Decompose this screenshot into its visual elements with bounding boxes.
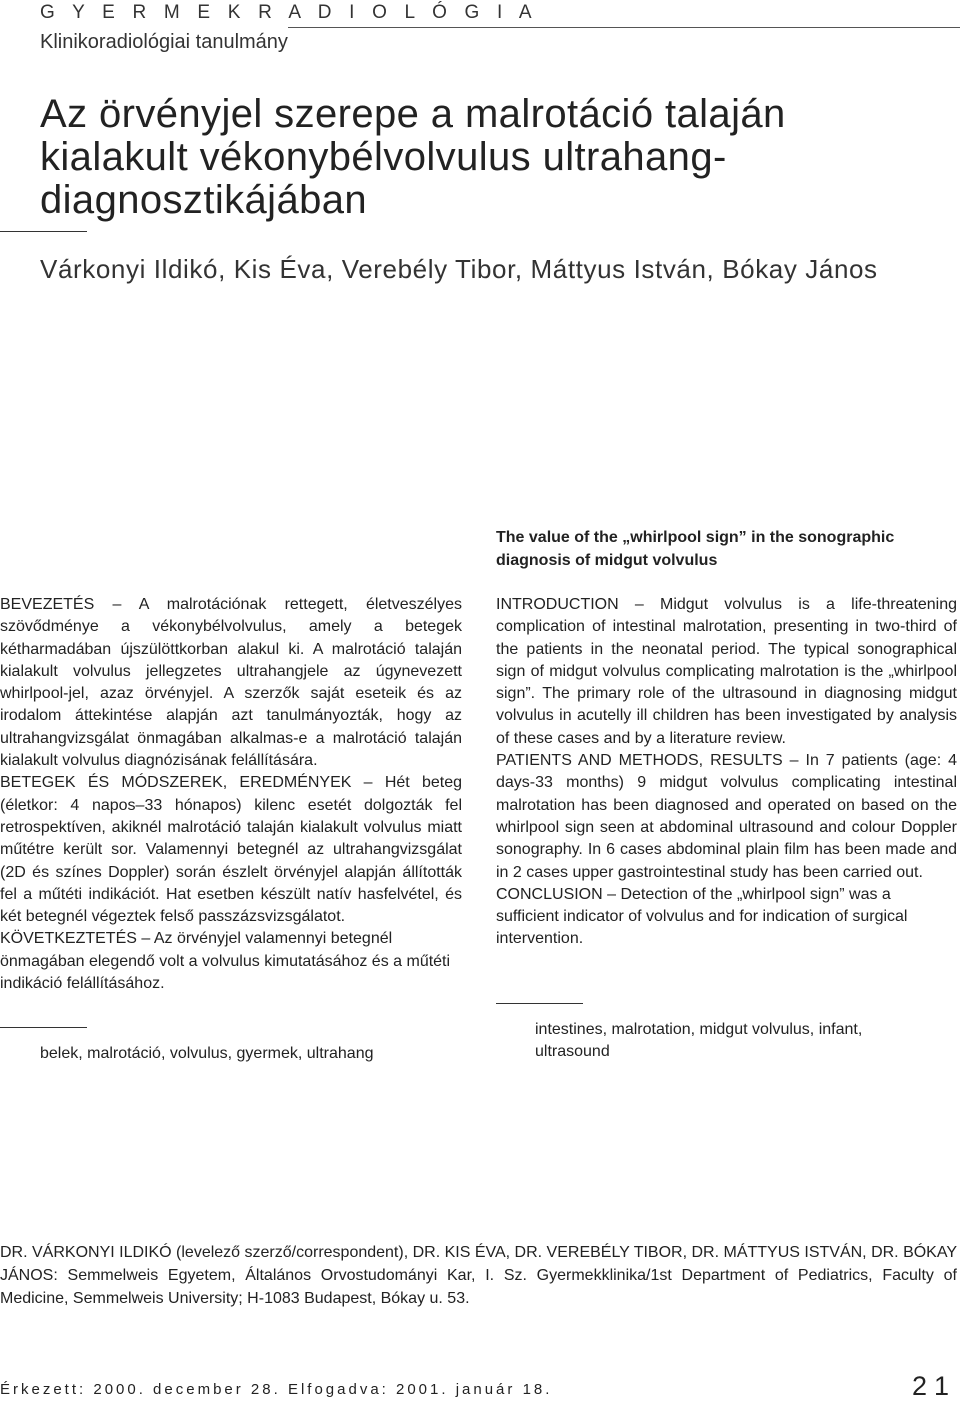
page-number: 21: [911, 1371, 956, 1401]
abstract-hu-methods: BETEGEK ÉS MÓDSZEREK, EREDMÉNYEK – Hét beteg (életkor: 4 napos–33 hónapos) kilenc esetét dolgozták fel retrospektíven, akiknél malrotáció talaján kialakult volvulus miatt műtétre került sor. Valamennyi betegnél az ultrahangvizsgálat (2D és színes Doppler) során észlelt örvényjel alapján állították fel a műtéti indikációt. Hat esetben készült natív hasfelvétel, és két betegnél végeztek felső passzázsvizsgálatot.: [0, 774, 462, 926]
abstract-en-intro: INTRODUCTION – Midgut volvulus is a life-threatening complication of intestinal malrotation, presenting in two-third of the patients in the neonatal period. The typical sonographical sign of midgut volvulus complicating malrotation is the „whirlpool sign”. The primary role of the ultrasound in diagnosing midgut volvulus in acutelly ill children has been investigated by analysis of these cases and by a literature review.: [496, 596, 957, 747]
abstract-hungarian: [0, 594, 462, 995]
english-title: The value of the „whirlpool sign” in the sonographic diagnosis of midgut volvulus: [496, 529, 895, 569]
author-list: Várkonyi Ildikó, Kis Éva, Verebély Tibor, Máttyus István, Bókay János: [40, 254, 878, 284]
abstract-en-conclusion: CONCLUSION – Detection of the „whirlpool sign” was a sufficient indicator of volvulus and for indication of surgical intervention.: [496, 885, 908, 948]
keywords-english: intestines, malrotation, midgut volvulus, infant, ultrasound: [535, 1021, 863, 1060]
title-divider: [0, 231, 87, 232]
abstract-hu-conclusion: KÖVETKEZTETÉS – Az örvényjel valamennyi betegnél önmagában elegendő volt a volvulus kimutatásához és a műtéti indikáció felállításához.: [0, 930, 451, 993]
received-accepted-dates: Érkezett: 2000. december 28. Elfogadva: 2001. január 18.: [0, 1381, 553, 1398]
subsection-label: Klinikoradiológiai tanulmány: [40, 31, 288, 53]
header-rule: [288, 27, 960, 28]
abstract-en-methods: PATIENTS AND METHODS, RESULTS – In 7 patients (age: 4 days-33 months) 9 midgut volvulus complicating intestinal malrotation has been diagnosed and operated on based on the whirlpool sign seen at abdominal ultrasound and colour Doppler sonography. In 6 cases abdominal plain film has been made and in 2 cases upper gastrointestinal study has been carried out.: [496, 752, 957, 881]
article-title: Az örvényjel szerepe a malrotáció talaján kialakult vékonybélvolvulus ultrahang-diagnosztikájában: [40, 92, 786, 222]
keywords-hu-divider: [0, 1027, 87, 1028]
abstract-hu-intro: BEVEZETÉS – A malrotációnak rettegett, életveszélyes szövődménye a vékonybélvolvulus, amely a betegek kétharmadában újszülöttkorban alakul ki. A malrotáció talaján kialakult volvulus jellegzetes ultrahangjele az úgynevezett whirlpool-jel, azaz örvényjel. A szerzők saját eseteik és az irodalom áttekintése alapján azt tanulmányozták, hogy az ultrahangvizsgálat önmagában alkalmas-e a malrotáció talaján kialakult volvulus diagnózisának felállítására.: [0, 596, 462, 770]
keywords-en-divider: [496, 1003, 583, 1004]
keywords-hungarian: belek, malrotáció, volvulus, gyermek, ultrahang: [40, 1045, 374, 1062]
section-label: G Y E R M E K R A D I O L Ó G I A: [40, 2, 538, 23]
author-affiliation: DR. VÁRKONYI ILDIKÓ (levelező szerző/correspondent), DR. KIS ÉVA, DR. VEREBÉLY TIBOR, DR. MÁTTYUS ISTVÁN, DR. BÓKAY JÁNOS: Semmelweis Egyetem, Általános Orvostudományi Kar, I. Sz. Gyermekklinika/1st Department of Pediatrics, Faculty of Medicine, Semmelweis University; H-1083 Budapest, Bókay u. 53.: [0, 1244, 958, 1307]
abstract-english: [496, 594, 957, 951]
